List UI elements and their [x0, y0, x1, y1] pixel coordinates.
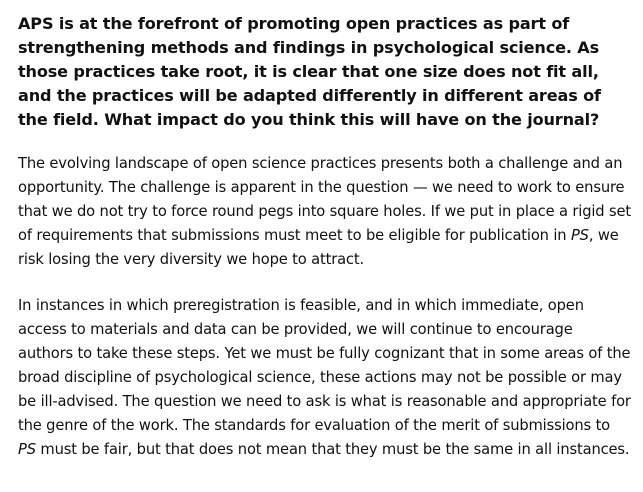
journal-name: PS: [570, 227, 589, 244]
answer-paragraph-2: [18, 294, 631, 462]
answer-1-text-end: , we risk losing the very diversity we hope to attract.: [18, 227, 619, 268]
answer-2-text-end: must be fair, but that does not mean that they must be the same in all instances.: [35, 441, 630, 458]
answer-1-text-start: The evolving landscape of open science practices presents both a challenge and an opportunity. The challenge is apparent in the question — we need to work to ensure that we do not try to force round pegs into square holes. If we put in place a rigid set of requirements that submissions must meet to be eligible for publication in: [18, 155, 631, 244]
journal-name: PS: [18, 441, 36, 458]
answer-paragraph-1: [18, 152, 631, 272]
interview-question: APS is at the forefront of promoting open practices as part of strengthening methods and findings in psychological science. As those practices take root, it is clear that one size does not fit all, and the practices will be adapted differently in different areas of the field. What impact do you think this will have on the journal?: [18, 14, 601, 129]
answer-2-text-start: In instances in which preregistration is feasible, and in which immediate, open access to materials and data can be provided, we will continue to encourage authors to take these steps. Yet we must be fully cognizant that in some areas of the broad discipline of psychological science, these actions may not be possible or may be ill-advised. The question we need to ask is what is reasonable and appropriate for the genre of the work. The standards for evaluation of the merit of submissions to: [18, 297, 631, 434]
